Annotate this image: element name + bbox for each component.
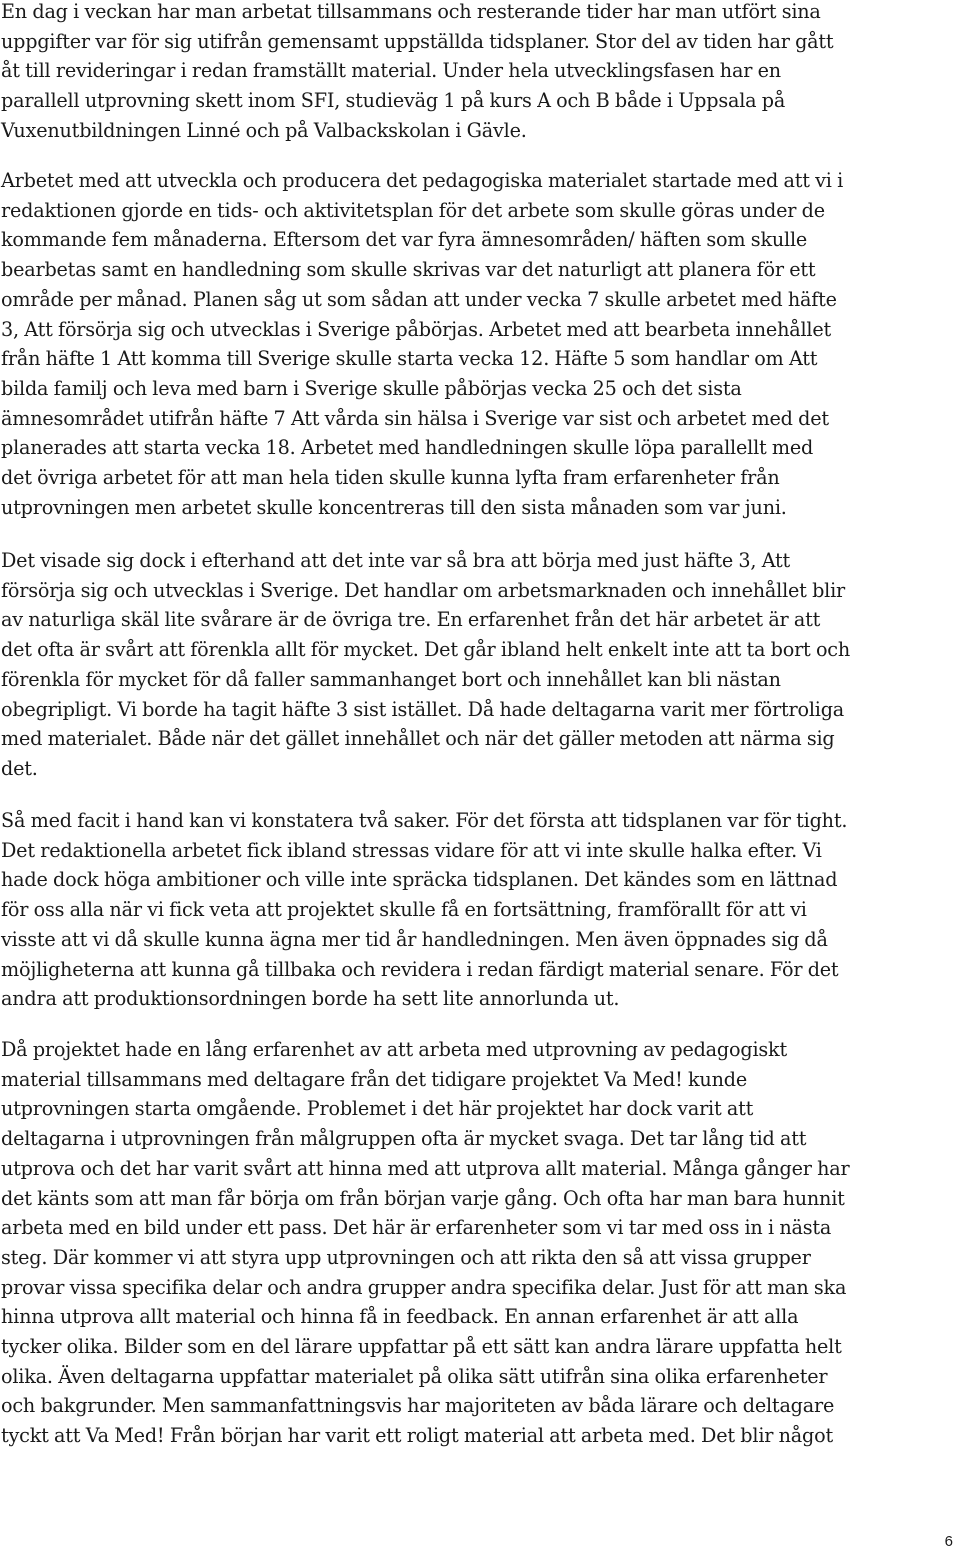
paragraph-line: material tillsammans med deltagare från det tidigare projektet Va Med! kunde xyxy=(1,1067,747,1091)
paragraph-line: arbeta med en bild under ett pass. Det här är erfarenheter som vi tar med oss in i nästa xyxy=(1,1216,832,1240)
paragraph-line: bilda familj och leva med barn i Sverige skulle påbörjas vecka 25 och det sista xyxy=(1,376,742,400)
paragraph-line: andra att produktionsordningen borde ha sett lite annorlunda ut. xyxy=(1,987,620,1011)
paragraph-line: utprova och det har varit svårt att hinna med att utprova allt material. Många gånger har xyxy=(1,1156,850,1180)
paragraph-line: Då projektet hade en lång erfarenhet av att arbeta med utprovning av pedagogiskt xyxy=(1,1038,787,1061)
paragraph-line: Det redaktionella arbetet fick ibland stressas vidare för att vi inte skulle halka efter. Vi xyxy=(1,838,822,862)
paragraph-3 xyxy=(1,546,959,784)
paragraph-line: visste att vi då skulle kunna ägna mer tid år handledningen. Men även öppnades sig då xyxy=(1,927,828,951)
paragraph-line: hade dock höga ambitioner och ville inte spräcka tidsplanen. Det kändes som en lättnad xyxy=(1,868,838,892)
paragraph-line: det ofta är svårt att förenkla allt för mycket. Det går ibland helt enkelt inte att ta bort och xyxy=(1,638,851,662)
paragraph-line: olika. Även deltagarna uppfattar materialet på olika sätt utifrån sina olika erfarenheter xyxy=(1,1364,828,1388)
paragraph-line: planerades att starta vecka 18. Arbetet med handledningen skulle löpa parallellt med xyxy=(1,436,814,460)
paragraph-line: det. xyxy=(1,756,38,780)
page-number: 6 xyxy=(944,1533,953,1550)
paragraph-line: förenkla för mycket för då faller sammanhanget bort och innehållet kan bli nästan xyxy=(1,667,781,691)
paragraph-line: åt till revideringar i redan framställt material. Under hela utvecklingsfasen har en xyxy=(1,59,781,83)
paragraph-line: deltagarna i utprovningen från målgruppen ofta är mycket svaga. Det tar lång tid att xyxy=(1,1127,807,1151)
paragraph-line: bearbetas samt en handledning som skulle skrivas var det naturligt att planera för ett xyxy=(1,258,816,282)
paragraph-5 xyxy=(1,1035,959,1451)
paragraph-line: provar vissa specifika delar och andra grupper andra specifika delar. Just för att man ska xyxy=(1,1275,847,1299)
paragraph-line: det känts som att man får börja om från början varje gång. Och ofta har man bara hunnit xyxy=(1,1186,845,1210)
paragraph-line: Vuxenutbildningen Linné och på Valbackskolan i Gävle. xyxy=(1,118,527,142)
paragraph-line: redaktionen gjorde en tids- och aktivitetsplan för det arbete som skulle göras under de xyxy=(1,198,825,222)
paragraph-line: tycker olika. Bilder som en del lärare uppfattar på ett sätt kan andra lärare uppfatta helt xyxy=(1,1335,842,1359)
paragraph-4 xyxy=(1,806,959,1014)
paragraph-line: kommande fem månaderna. Eftersom det var fyra ämnesområden/ häften som skulle xyxy=(1,228,808,252)
paragraph-line: för oss alla när vi fick veta att projektet skulle få en fortsättning, framförallt för att vi xyxy=(1,898,807,922)
paragraph-line: utprovningen men arbetet skulle koncentreras till den sista månaden som var juni. xyxy=(1,495,787,519)
paragraph-line: uppgifter var för sig utifrån gemensamt uppställda tidsplaner. Stor del av tiden har gått xyxy=(1,29,834,53)
paragraph-line: tyckt att Va Med! Från början har varit ett roligt material att arbeta med. Det blir något xyxy=(1,1424,833,1448)
paragraph-line: med materialet. Både när det gället innehållet och när det gäller metoden att närma sig xyxy=(1,727,835,751)
paragraph-line: hinna utprova allt material och hinna få in feedback. En annan erfarenhet är att alla xyxy=(1,1305,799,1329)
paragraph-line: det övriga arbetet för att man hela tiden skulle kunna lyfta fram erfarenheter från xyxy=(1,466,780,490)
paragraph-line: obegripligt. Vi borde ha tagit häfte 3 sist istället. Då hade deltagarna varit mer förtroliga xyxy=(1,697,845,721)
paragraph-line: steg. Där kommer vi att styra upp utprovningen och att rikta den så att vissa grupper xyxy=(1,1245,811,1269)
paragraph-line: Det visade sig dock i efterhand att det inte var så bra att börja med just häfte 3, Att xyxy=(1,549,791,572)
paragraph-line: och bakgrunder. Men sammanfattningsvis har majoriteten av båda lärare och deltagare xyxy=(1,1394,835,1418)
paragraph-line: försörja sig och utvecklas i Sverige. Det handlar om arbetsmarknaden och innehållet blir xyxy=(1,578,846,602)
paragraph-line: En dag i veckan har man arbetat tillsammans och resterande tider har man utfört sina xyxy=(1,0,821,23)
paragraph-line: möjligheterna att kunna gå tillbaka och revidera i redan färdigt material senare. För det xyxy=(1,957,839,981)
paragraph-line: från häfte 1 Att komma till Sverige skulle starta vecka 12. Häfte 5 som handlar om Att xyxy=(1,347,818,371)
paragraph-line: parallell utprovning skett inom SFI, studieväg 1 på kurs A och B både i Uppsala på xyxy=(1,89,786,113)
paragraph-line: 3, Att försörja sig och utvecklas i Sverige påbörjas. Arbetet med att bearbeta innehållet xyxy=(1,317,832,341)
paragraph-line: Så med facit i hand kan vi konstatera två saker. För det första att tidsplanen var för tight. xyxy=(1,809,848,832)
paragraph-2 xyxy=(1,166,959,522)
paragraph-line: utprovningen starta omgående. Problemet i det här projektet har dock varit att xyxy=(1,1097,754,1121)
paragraph-line: av naturliga skäl lite svårare är de övriga tre. En erfarenhet från det här arbetet är att xyxy=(1,608,821,632)
paragraph-line: Arbetet med att utveckla och producera det pedagogiska materialet startade med att vi i xyxy=(1,169,844,192)
paragraph-1 xyxy=(1,0,959,146)
paragraph-line: ämnesområdet utifrån häfte 7 Att vårda sin hälsa i Sverige var sist och arbetet med det xyxy=(1,406,829,430)
paragraph-line: område per månad. Planen såg ut som sådan att under vecka 7 skulle arbetet med häfte xyxy=(1,287,837,311)
